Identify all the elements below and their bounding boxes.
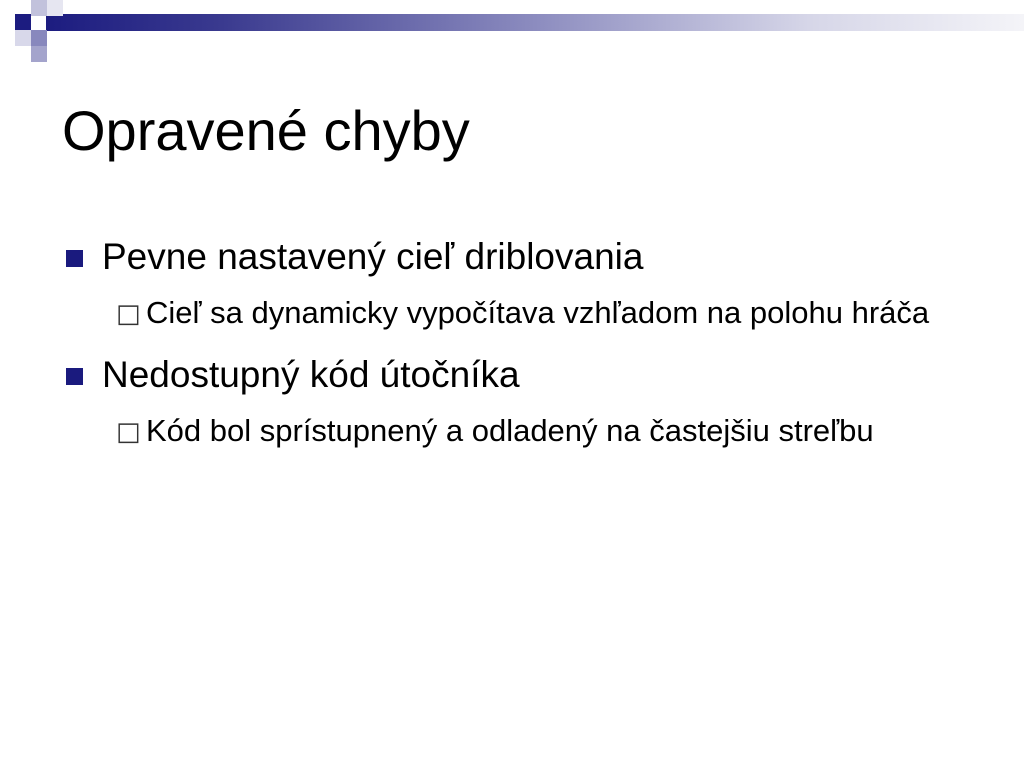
- sub-bullet-text: Cieľ sa dynamicky vypočítava vzhľadom na polohu hráča: [146, 295, 930, 330]
- hollow-square-icon: □: [116, 417, 141, 447]
- slide-content: [62, 230, 982, 466]
- header-square-dark: [15, 14, 31, 30]
- filled-square-icon: [66, 368, 83, 385]
- header-decoration-bar: [46, 14, 1024, 31]
- header-square-mid: [31, 30, 47, 46]
- bullet-text: Nedostupný kód útočníka: [102, 354, 520, 395]
- hollow-square-icon: □: [116, 299, 141, 329]
- header-square-mid: [31, 46, 47, 62]
- header-square-light: [47, 0, 63, 16]
- bullet-item: [62, 348, 982, 402]
- header-square-light: [31, 0, 47, 16]
- slide-title: Opravené chyby: [62, 99, 470, 162]
- sub-bullet-item: [116, 290, 946, 336]
- bullet-text: Pevne nastavený cieľ driblovania: [102, 236, 644, 277]
- sub-bullet-item: [116, 408, 946, 454]
- sub-bullet-text: Kód bol sprístupnený a odladený na častejšiu streľbu: [146, 413, 874, 448]
- bullet-item: [62, 230, 982, 284]
- header-square-light: [15, 30, 31, 46]
- filled-square-icon: [66, 250, 83, 267]
